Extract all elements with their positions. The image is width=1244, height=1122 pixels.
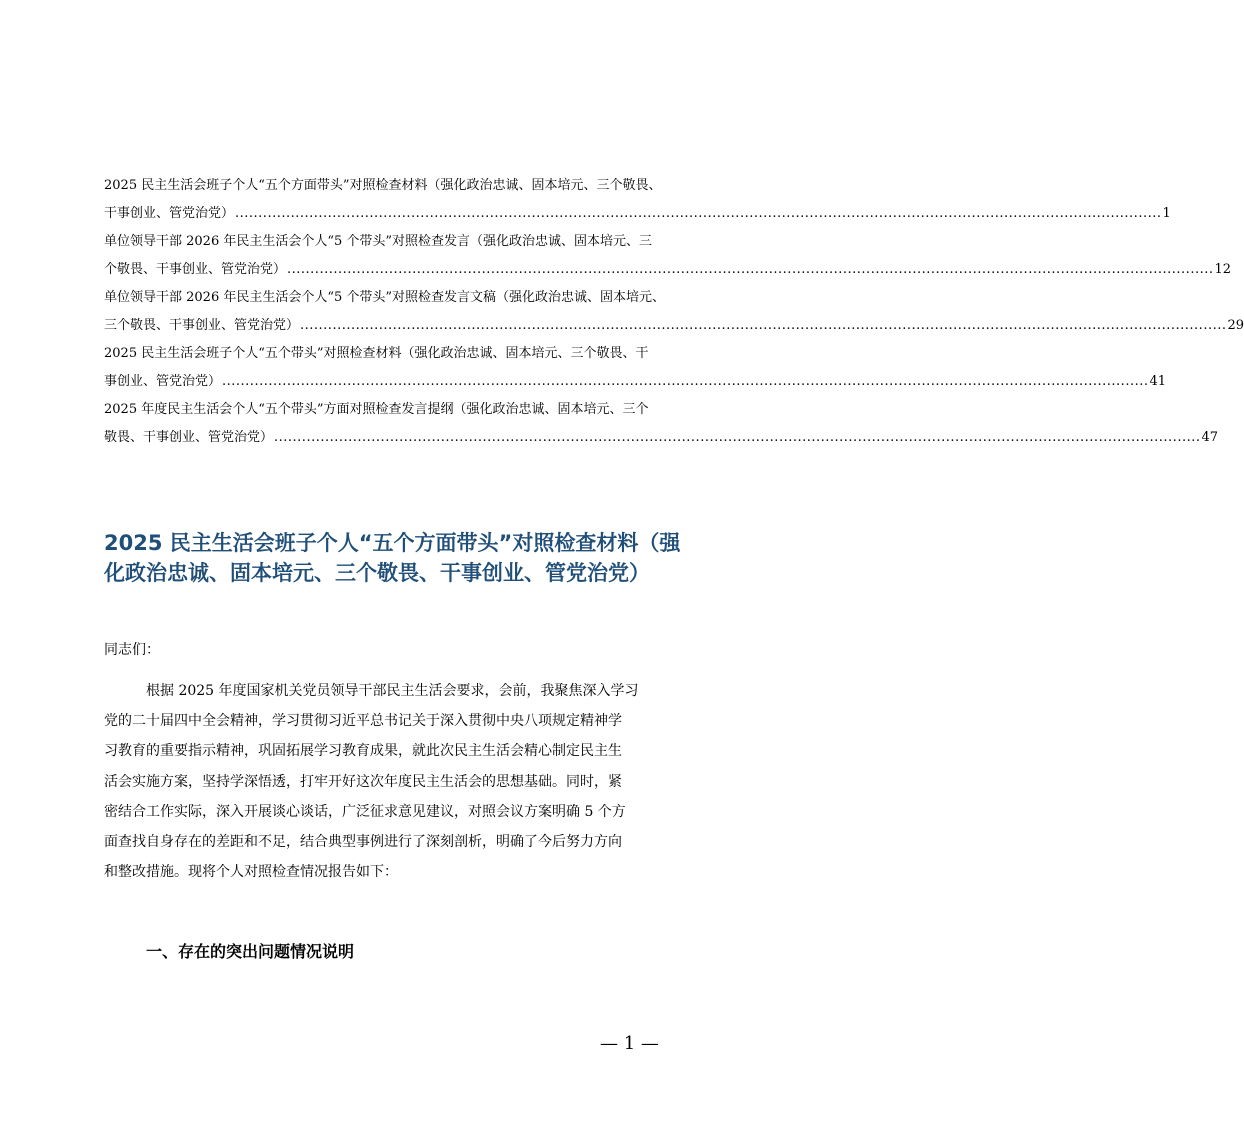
toc-entry[interactable]: [104, 172, 1171, 228]
toc-page-number[interactable]: 29: [1227, 318, 1244, 333]
toc-entry[interactable]: [104, 396, 1219, 452]
document-title-line1: 2025 民主生活会班子个人“五个方面带头”对照检查材料（强: [104, 531, 681, 555]
toc-entry-title-line1[interactable]: 单位领导干部 2026 年民主生活会个人“5 个带头”对照检查发言文稿（强化政治忠诚、固本培元、: [104, 290, 666, 305]
paragraph-line: 面查找自身存在的差距和不足，结合典型事例进行了深刻剖析，明确了今后努力方向: [104, 833, 622, 850]
toc-entry-title-line1[interactable]: 单位领导干部 2026 年民主生活会个人“5 个带头”对照检查发言（强化政治忠诚、固本培元、三: [104, 234, 653, 249]
toc-page-number[interactable]: 1: [1162, 206, 1171, 221]
toc-page-number[interactable]: 41: [1149, 374, 1167, 389]
paragraph-line: 活会实施方案，坚持学深悟透，打牢开好这次年度民主生活会的思想基础。同时，紧: [104, 773, 622, 790]
toc-entry-title-line2[interactable]: 三个敬畏、干事创业、管党治党）: [104, 318, 300, 333]
toc-entry-title-line1[interactable]: 2025 民主生活会班子个人“五个方面带头”对照检查材料（强化政治忠诚、固本培元、三个敬畏、: [104, 178, 662, 193]
toc-page-number[interactable]: 12: [1214, 262, 1232, 277]
document-title-line2: 化政治忠诚、固本培元、三个敬畏、干事创业、管党治党）: [104, 561, 650, 585]
toc-entry[interactable]: [104, 228, 1232, 284]
toc-leader-dots: ........................................................................................................................................................................................................: [274, 430, 1201, 445]
paragraph-line: 习教育的重要指示精神，巩固拓展学习教育成果，就此次民主生活会精心制定民主生: [104, 743, 622, 760]
paragraph-line: 根据 2025 年度国家机关党员领导干部民主生活会要求，会前，我聚焦深入学习: [146, 683, 639, 699]
toc-entry[interactable]: [104, 284, 1244, 340]
toc-entry-title-line1[interactable]: 2025 年度民主生活会个人“五个带头”方面对照检查发言提纲（强化政治忠诚、固本培元、三个: [104, 402, 649, 417]
toc-leader-dots: ........................................................................................................................................................................................................: [300, 318, 1227, 333]
toc-entry-title-line2[interactable]: 个敬畏、干事创业、管党治党）: [104, 262, 287, 277]
toc-leader-dots: ........................................................................................................................................................................................................: [222, 374, 1149, 389]
toc-entry[interactable]: [104, 340, 1167, 396]
toc-leader-dots: ........................................................................................................................................................................................................: [235, 206, 1162, 221]
toc-leader-dots: ........................................................................................................................................................................................................: [287, 262, 1214, 277]
table-of-contents: [104, 172, 1244, 452]
section-heading: 一、存在的突出问题情况说明: [146, 942, 355, 961]
body-paragraph: [104, 676, 676, 887]
paragraph-line: 党的二十届四中全会精神，学习贯彻习近平总书记关于深入贯彻中央八项规定精神学: [104, 713, 622, 730]
salutation: 同志们：: [104, 642, 160, 658]
toc-entry-title-line2[interactable]: 事创业、管党治党）: [104, 374, 222, 389]
toc-entry-title-line2[interactable]: 干事创业、管党治党）: [104, 206, 235, 221]
paragraph-line: 和整改措施。现将个人对照检查情况报告如下：: [104, 864, 398, 881]
document-title: [104, 528, 704, 588]
toc-entry-title-line2[interactable]: 敬畏、干事创业、管党治党）: [104, 430, 274, 445]
page-number: — 1 —: [600, 1033, 659, 1054]
paragraph-line: 密结合工作实际，深入开展谈心谈话，广泛征求意见建议，对照会议方案明确 5 个方: [104, 803, 626, 820]
toc-page-number[interactable]: 47: [1201, 430, 1219, 445]
toc-entry-title-line1[interactable]: 2025 民主生活会班子个人“五个带头”对照检查材料（强化政治忠诚、固本培元、三个敬畏、干: [104, 346, 649, 361]
